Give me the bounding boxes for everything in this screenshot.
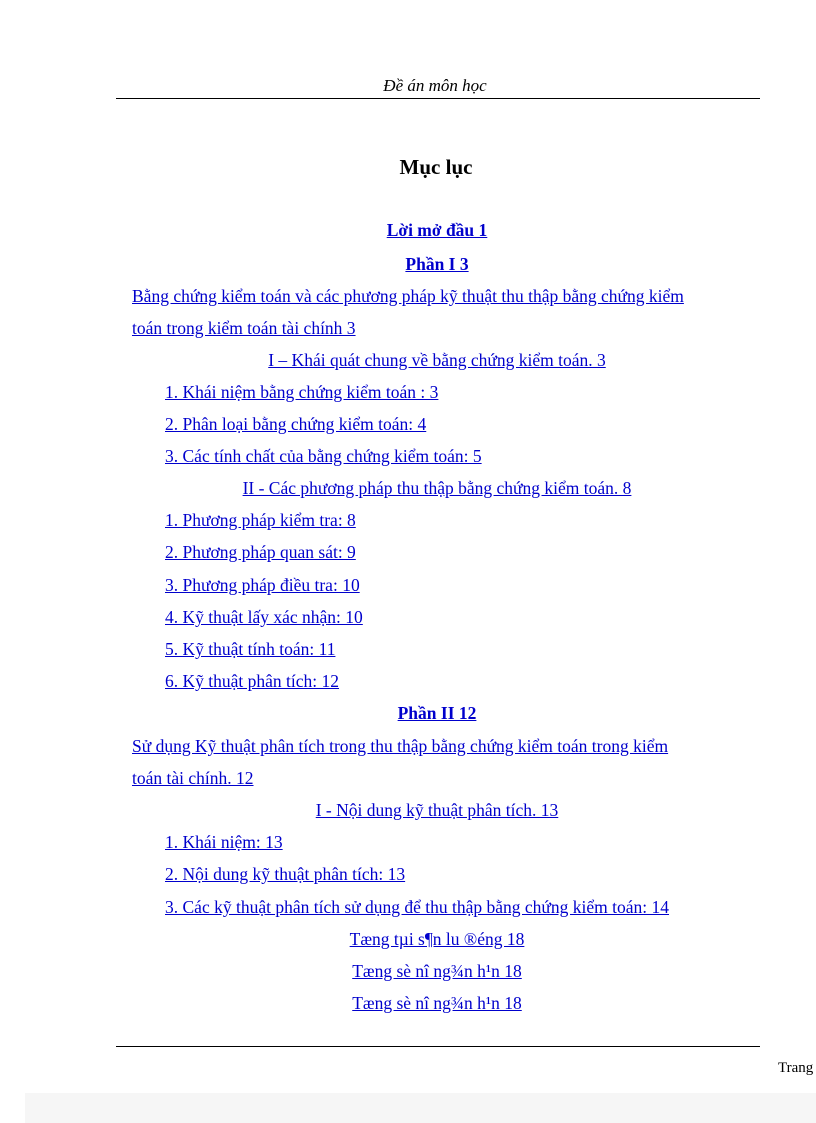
toc-entry-garbled[interactable]: Tæng sè nî ng¾n h¹n 18 bbox=[352, 993, 522, 1013]
toc-entry-item[interactable]: 6. Kỹ thuật phân tích: 12 bbox=[165, 671, 340, 691]
toc-entry-section-1-1[interactable]: I – Khái quát chung về bằng chứng kiểm toán. 3 bbox=[268, 350, 606, 370]
toc-entry-item[interactable]: 3. Phương pháp điều tra: 10 bbox=[165, 575, 360, 595]
page-bottom-band bbox=[25, 1093, 816, 1123]
toc-entry-item[interactable]: 2. Nội dung kỹ thuật phân tích: 13 bbox=[165, 864, 406, 884]
toc-entry-part-2[interactable]: Phần II 12 bbox=[397, 703, 477, 723]
toc-entry-item[interactable]: 4. Kỹ thuật lấy xác nhận: 10 bbox=[165, 607, 363, 627]
toc-entry-introduction[interactable]: Lời mở đầu 1 bbox=[386, 220, 488, 240]
toc-entry-item[interactable]: 1. Phương pháp kiểm tra: 8 bbox=[165, 510, 356, 530]
toc-entry-garbled[interactable]: Tæng tµi s¶n lu ®éng 18 bbox=[349, 929, 525, 949]
toc-entry-item[interactable]: 1. Khái niệm bằng chứng kiểm toán : 3 bbox=[165, 382, 439, 402]
toc-entry-garbled[interactable]: Tæng sè nî ng¾n h¹n 18 bbox=[352, 961, 522, 981]
toc-entry-item[interactable]: 5. Kỹ thuật tính toán: 11 bbox=[165, 639, 336, 659]
toc-entry-item[interactable]: 3. Các kỹ thuật phân tích sử dụng để thu thập bằng chứng kiểm toán: 14 bbox=[165, 897, 670, 917]
footer-rule bbox=[116, 1046, 760, 1047]
toc-entry-item[interactable]: 3. Các tính chất của bằng chứng kiểm toán: 5 bbox=[165, 446, 482, 466]
toc-title: Mục lục bbox=[399, 155, 473, 179]
toc-entry-part-1[interactable]: Phần I 3 bbox=[405, 254, 469, 274]
toc-entry-part-2-title-cont[interactable]: toán tài chính. 12 bbox=[132, 768, 254, 788]
header-rule bbox=[116, 98, 760, 99]
footer-page-label: Trang bbox=[778, 1060, 814, 1076]
toc-entry-item[interactable]: 2. Phân loại bằng chứng kiểm toán: 4 bbox=[165, 414, 427, 434]
toc-entry-section-1-2[interactable]: II - Các phương pháp thu thập bằng chứng kiểm toán. 8 bbox=[242, 478, 632, 498]
toc-entry-part-2-title[interactable]: Sử dụng Kỹ thuật phân tích trong thu thập bằng chứng kiểm toán trong kiểm bbox=[132, 736, 669, 756]
toc-entry-part-1-title-cont[interactable]: toán trong kiểm toán tài chính 3 bbox=[132, 318, 356, 338]
toc-entry-part-1-title[interactable]: Bằng chứng kiểm toán và các phương pháp kỹ thuật thu thập bằng chứng kiểm bbox=[132, 286, 684, 306]
toc-entry-section-2-1[interactable]: I - Nội dung kỹ thuật phân tích. 13 bbox=[315, 800, 559, 820]
toc-entry-item[interactable]: 2. Phương pháp quan sát: 9 bbox=[165, 542, 356, 562]
toc-entry-item[interactable]: 1. Khái niệm: 13 bbox=[165, 832, 283, 852]
page-header-title: Đề án môn học bbox=[383, 76, 487, 95]
